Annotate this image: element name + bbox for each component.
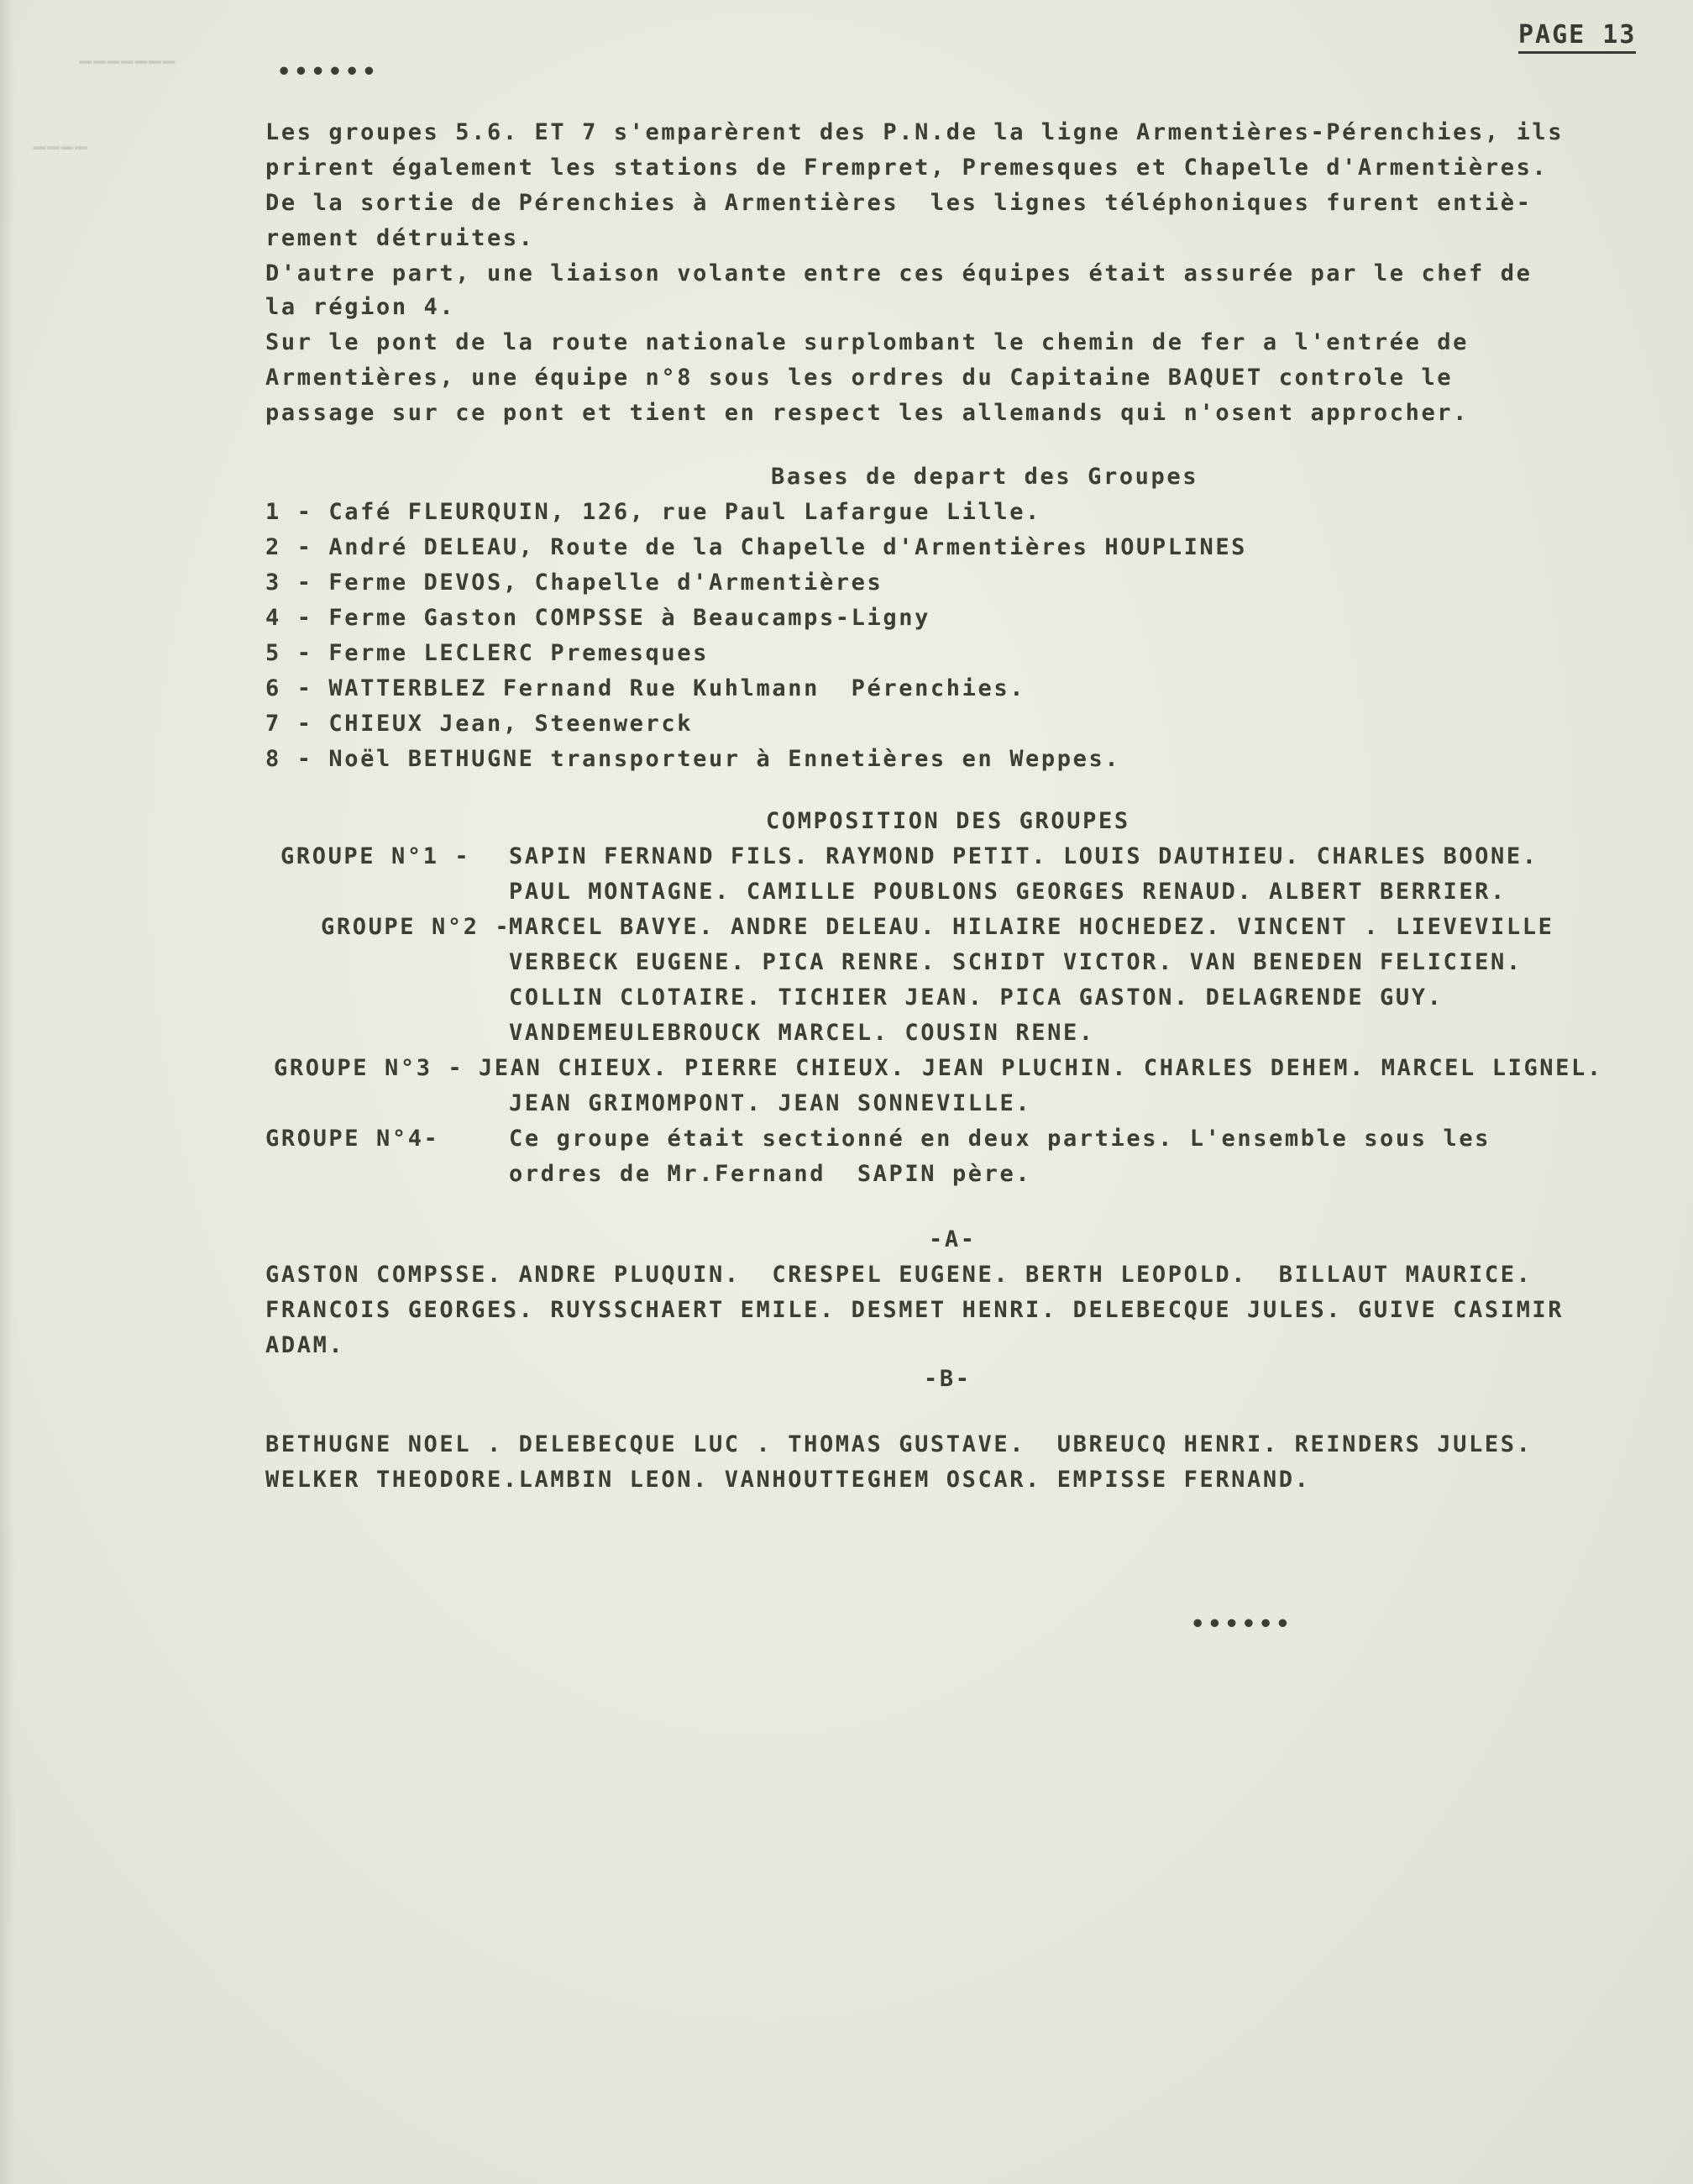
base-item: 2 - André DELEAU, Route de la Chapelle d'Armentières HOUPLINES [265,534,1248,560]
bleed-through-mark: ▁▁▁▁▁▁▁ [80,40,177,64]
composition-heading: COMPOSITION DES GROUPES [766,808,1130,834]
group-label: GROUPE N°3 - [274,1055,464,1081]
paragraph-line: De la sortie de Pérenchies à Armentières les lignes téléphoniques furent entiè- [265,190,1533,216]
page-number: PAGE 13 [1518,20,1636,54]
group-members-line: VERBECK EUGENE. PICA RENRE. SCHIDT VICTOR. VAN BENEDEN FELICIEN. [509,949,1523,975]
paper-edge-shadow [0,0,15,2184]
group-members-line: PAUL MONTAGNE. CAMILLE POUBLONS GEORGES RENAUD. ALBERT BERRIER. [509,879,1507,905]
base-item: 6 - WATTERBLEZ Fernand Rue Kuhlmann Pérenchies. [265,675,1026,701]
group-members-line: COLLIN CLOTAIRE. TICHIER JEAN. PICA GASTON. DELAGRENDE GUY. [509,984,1444,1011]
base-item: 1 - Café FLEURQUIN, 126, rue Paul Lafargue Lille. [265,499,1041,525]
base-item: 4 - Ferme Gaston COMPSSE à Beaucamps-Ligny [265,605,930,631]
section-a-line: FRANCOIS GEORGES. RUYSSCHAERT EMILE. DESMET HENRI. DELEBECQUE JULES. GUIVE CASIMIR [265,1297,1565,1323]
paragraph-line: Les groupes 5.6. ET 7 s'emparèrent des P.N.de la ligne Armentières-Pérenchies, ils [265,119,1565,145]
paragraph-line: Armentières, une équipe n°8 sous les ordres du Capitaine BAQUET controle le [265,365,1454,391]
group-label: GROUPE N°4- [265,1126,440,1152]
section-a-heading: -A- [929,1226,977,1252]
paragraph-line: prirent également les stations de Frempret, Premesques et Chapelle d'Armentières. [265,155,1549,181]
paragraph-line: rement détruites. [265,225,535,251]
group-members-line: JEAN CHIEUX. PIERRE CHIEUX. JEAN PLUCHIN. CHARLES DEHEM. MARCEL LIGNEL. [479,1055,1603,1081]
section-b-line: BETHUGNE NOEL . DELEBECQUE LUC . THOMAS GUSTAVE. UBREUCQ HENRI. REINDERS JULES. [265,1431,1533,1457]
base-item: 7 - CHIEUX Jean, Steenwerck [265,711,694,737]
section-a-line: GASTON COMPSSE. ANDRE PLUQUIN. CRESPEL EUGENE. BERTH LEOPOLD. BILLAUT MAURICE. [265,1262,1533,1288]
base-item: 3 - Ferme DEVOS, Chapelle d'Armentières [265,570,883,596]
group-label: GROUPE N°2 - [321,914,511,940]
bottom-separator: •••••• [1191,1611,1293,1637]
top-separator: •••••• [277,59,380,85]
paragraph-line: la région 4. [265,294,456,320]
paragraph-line: Sur le pont de la route nationale surplombant le chemin de fer a l'entrée de [265,329,1470,355]
bases-heading: Bases de depart des Groupes [771,464,1199,490]
group-members-line: ordres de Mr.Fernand SAPIN père. [509,1161,1032,1187]
base-item: 8 - Noël BETHUGNE transporteur à Ennetières en Weppes. [265,746,1121,772]
base-item: 5 - Ferme LECLERC Premesques [265,640,709,666]
group-label: GROUPE N°1 - [280,843,471,869]
group-members-line: VANDEMEULEBROUCK MARCEL. COUSIN RENE. [509,1020,1095,1046]
paragraph-line: passage sur ce pont et tient en respect les allemands qui n'osent approcher. [265,400,1470,426]
section-a-line: ADAM. [265,1332,345,1358]
group-members-line: MARCEL BAVYE. ANDRE DELEAU. HILAIRE HOCHEDEZ. VINCENT . LIEVEVILLE [509,914,1554,940]
paragraph-line: D'autre part, une liaison volante entre ces équipes était assurée par le chef de [265,260,1533,286]
section-b-heading: -B- [924,1366,972,1392]
group-members-line: SAPIN FERNAND FILS. RAYMOND PETIT. LOUIS DAUTHIEU. CHARLES BOONE. [509,843,1538,869]
section-b-line: WELKER THEODORE.LAMBIN LEON. VANHOUTTEGHEM OSCAR. EMPISSE FERNAND. [265,1467,1311,1493]
group-members-line: Ce groupe était sectionné en deux parties. L'ensemble sous les [509,1126,1491,1152]
group-members-line: JEAN GRIMOMPONT. JEAN SONNEVILLE. [509,1090,1032,1116]
bleed-through-mark: ▁▁▁▁ [34,126,89,150]
